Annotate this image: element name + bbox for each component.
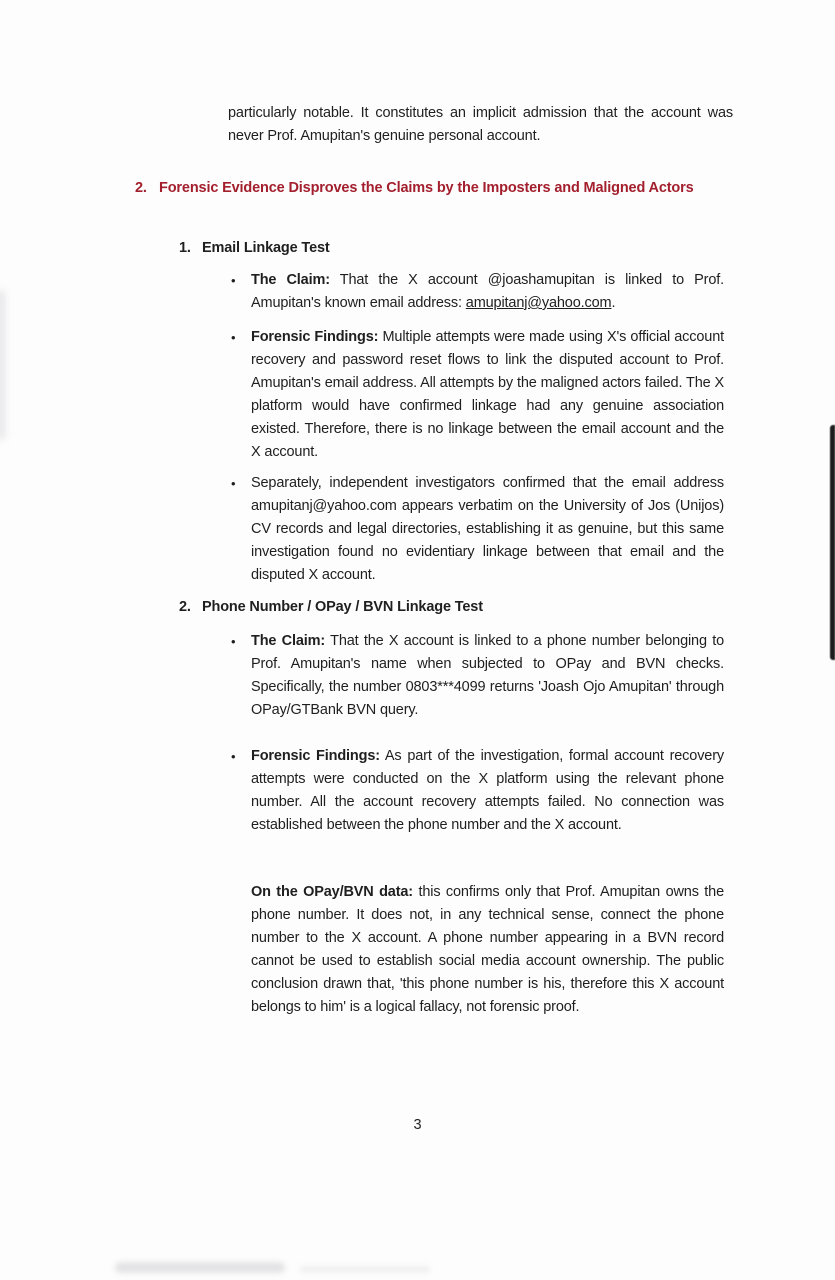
separately-bullet	[231, 472, 724, 587]
forensic-findings-text-phone	[251, 745, 724, 837]
opay-bvn-paragraph	[251, 881, 724, 1019]
email-address-underlined: amupitanj@yahoo.com	[465, 295, 612, 311]
forensic-findings-body: Multiple attempts were made using X's official account recovery and password reset flows to link the disputed account to Prof. Amupitan's email address. All attempts by the maligned actors failed. The X platform would have confirmed linkage had any genuine association existed. Therefore, there is no linkage between the email account and the X account.	[251, 329, 724, 460]
forensic-findings-body: As part of the investigation, formal account recovery attempts were conducted on the X platform using the relevant phone number. All the account recovery attempts failed. No connection was established between the phone number and the X account.	[251, 748, 724, 833]
opay-bvn-lead: On the OPay/BVN data:	[251, 884, 413, 900]
page-number: 3	[413, 1117, 422, 1133]
forensic-findings-lead: Forensic Findings:	[251, 329, 379, 345]
bullet-icon: •	[231, 634, 236, 649]
separately-text: Separately, independent investigators confirmed that the email address amupitanj@yahoo.com appears verbatim on the University of Jos (Unijos) CV records and legal directories, establishing it as genuine, but this same investigation found no evidentiary linkage between that email and the disputed X account.	[251, 475, 724, 583]
claim-body-tail: .	[611, 295, 616, 311]
section-title: Forensic Evidence Disproves the Claims by the Imposters and Maligned Actors	[159, 180, 694, 196]
bullet-icon: •	[231, 273, 236, 288]
bullet-icon: •	[231, 749, 236, 764]
opay-bvn-body: this confirms only that Prof. Amupitan owns the phone number. It does not, in any technical sense, connect the phone number to the X account. A phone number appearing in a BVN record cannot be used to establish social media account ownership. The public conclusion drawn that, 'this phone number is his, therefore this X account belongs to him' is a logical fallacy, not forensic proof.	[251, 884, 725, 1015]
subsection-1-title: Email Linkage Test	[202, 240, 330, 256]
subsection-2-heading	[179, 596, 659, 619]
claim-body: That the X account is linked to a phone number belonging to Prof. Amupitan's name when subjected to OPay and BVN checks. Specifically, the number 0803***4099 returns 'Joash Ojo Amupitan' through OPay/GTBank BVN query.	[251, 633, 724, 718]
scan-smudge-bottom-2	[300, 1266, 430, 1273]
claim-text-email	[251, 269, 724, 315]
claim-bullet-phone	[231, 630, 724, 722]
claim-text-phone	[251, 630, 724, 722]
forensic-findings-bullet-email	[231, 326, 724, 464]
scan-shadow-left	[0, 290, 5, 440]
forensic-findings-text-email	[251, 326, 724, 464]
scan-smudge-bottom	[115, 1262, 285, 1273]
claim-lead: The Claim:	[251, 272, 330, 288]
bullet-icon: •	[231, 330, 236, 345]
section-heading	[135, 177, 700, 200]
claim-body: That the X account @joashamupitan is linked to Prof. Amupitan's known email address:	[251, 272, 725, 311]
claim-lead: The Claim:	[251, 633, 326, 649]
intro-paragraph: particularly notable. It constitutes an implicit admission that the account was never Prof. Amupitan's genuine personal account.	[228, 105, 733, 144]
subsection-2-number: 2.	[179, 599, 191, 615]
section-number: 2.	[135, 180, 147, 196]
scan-artifact-right-bar	[830, 425, 835, 660]
bullet-icon: •	[231, 476, 236, 491]
claim-bullet-email	[231, 269, 724, 315]
forensic-findings-lead: Forensic Findings:	[251, 748, 380, 764]
forensic-findings-bullet-phone	[231, 745, 724, 837]
subsection-2-title: Phone Number / OPay / BVN Linkage Test	[202, 599, 483, 615]
subsection-1-number: 1.	[179, 240, 191, 256]
subsection-1-heading	[179, 237, 599, 260]
